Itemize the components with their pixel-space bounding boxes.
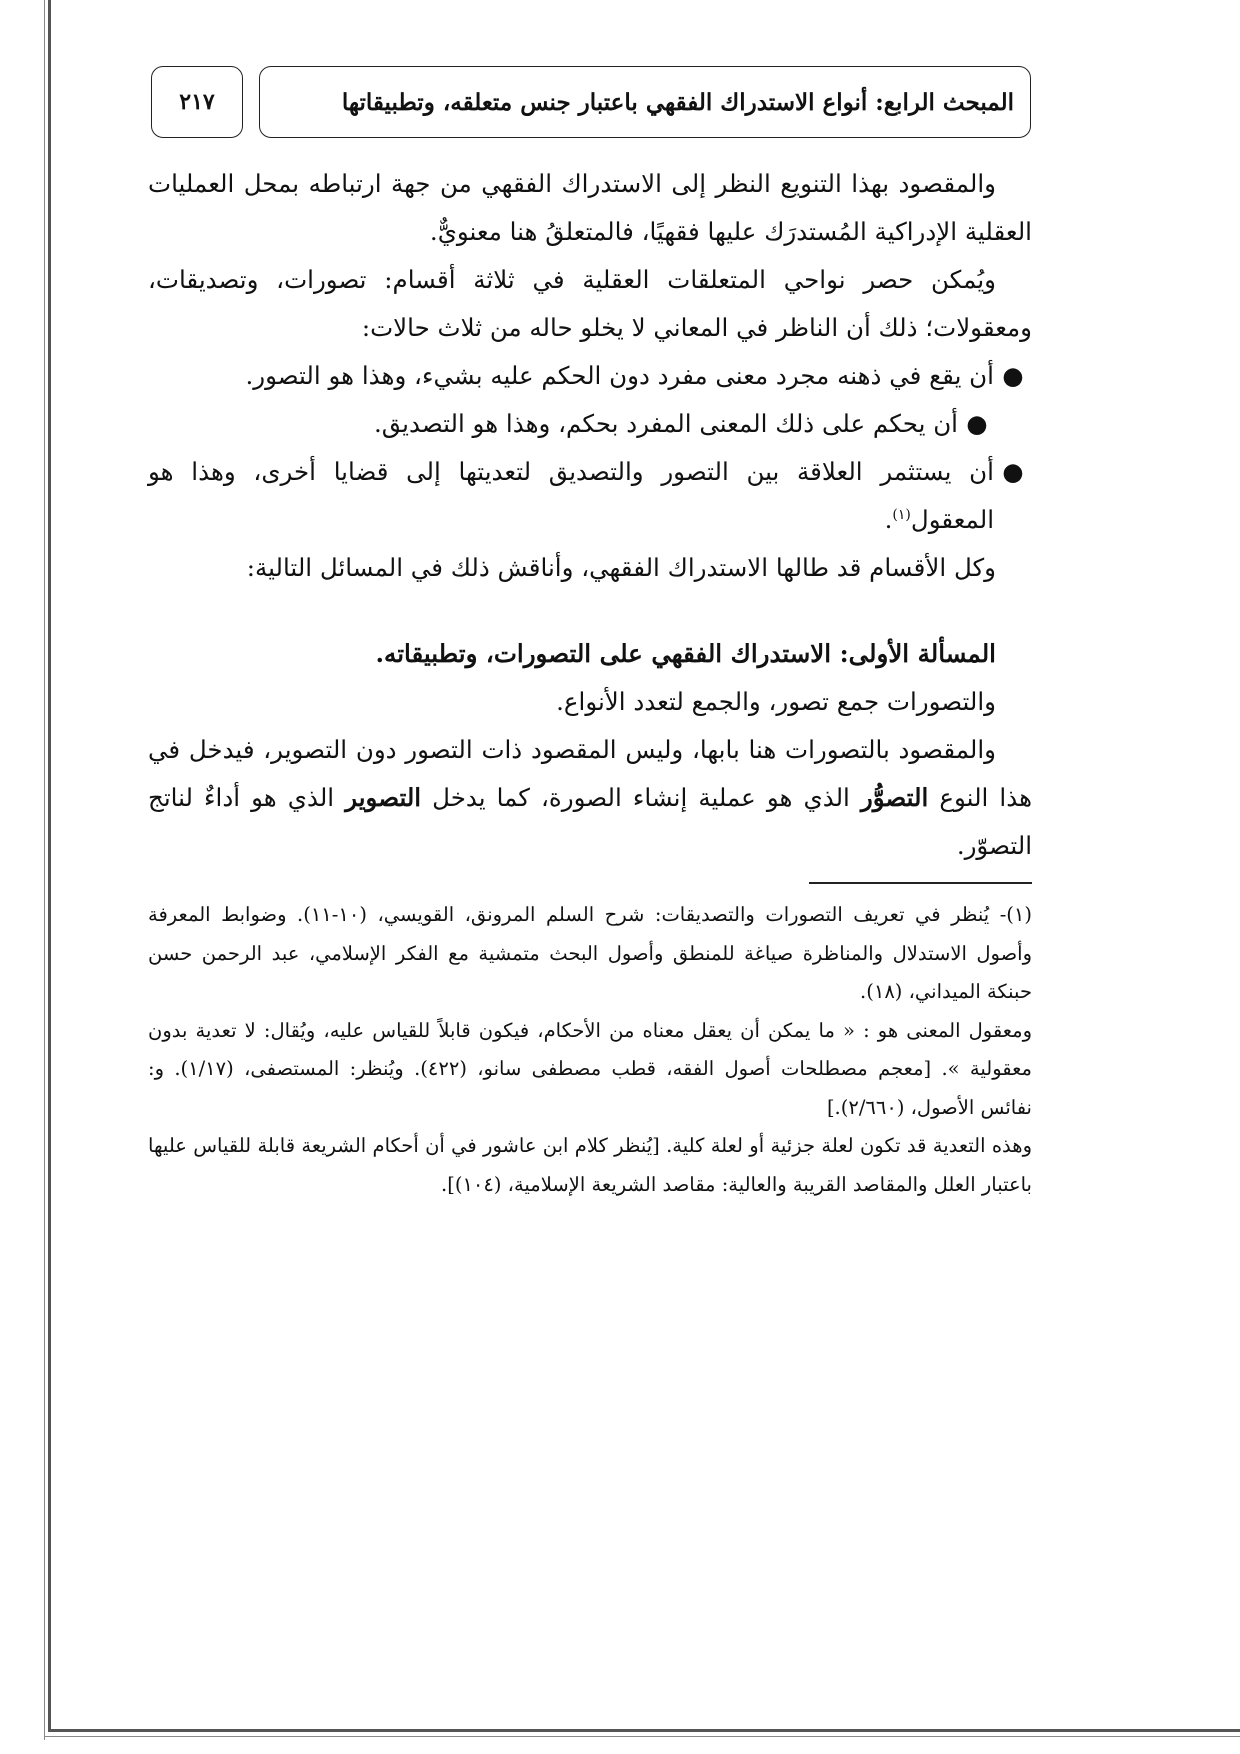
page-number-box: [151, 66, 243, 138]
section-heading: [148, 630, 1032, 678]
page-number: ٢١٧: [179, 89, 215, 115]
main-text: [148, 160, 1032, 870]
footnote-separator: [809, 882, 1032, 884]
footnote-3: وهذه التعدية قد تكون لعلة جزئية أو لعلة كلية. [يُنظر كلام ابن عاشور في أن أحكام الشريعة قابلة للقياس عليها باعتبار العلل والمقاصد القريبة والعالية: مقاصد الشريعة الإسلامية، (١٠٤)].: [148, 1134, 1032, 1196]
bullet-item-2: [148, 400, 1032, 448]
header-title-text: المبحث الرابع: أنواع الاستدراك الفقهي باعتبار جنس متعلقه، وتطبيقاتها: [341, 88, 1014, 116]
p5-text-3: الذي هو أداءٌ لناتج التصوّر.: [148, 783, 1032, 860]
footnotes: [148, 896, 1032, 1204]
bullet-mark: ●: [1002, 457, 1024, 486]
footnote-2: ومعقول المعنى هو : « ما يمكن أن يعقل معناه من الأحكام، فيكون قابلاً للقياس عليه، ويُقال: لا تعدية بدون معقولية ». [معجم مصطلحات أصول الفقه، قطب مصطفى سانو، (٤٢٢). ويُنظر: المستصفى، (١/١٧). و: نفائس الأصول، (٢/٦٦٠).]: [148, 1018, 1033, 1119]
p5-text-2: الذي هو عملية إنشاء الصورة، كما يدخل: [421, 783, 861, 812]
bullet-text-2: أن يحكم على ذلك المعنى المفرد بحكم، وهذا هو التصديق.: [373, 409, 958, 438]
bullet-3-end: .: [884, 505, 893, 534]
p5-bold-term-2: التصوير: [345, 783, 422, 812]
section-heading-label: المسألة الأولى:: [839, 639, 996, 668]
paragraph-4: والتصورات جمع تصور، والجمع لتعدد الأنواع.: [556, 687, 996, 716]
bullet-text-1: أن يقع في ذهنه مجرد معنى مفرد دون الحكم عليه بشيء، وهذا هو التصور.: [245, 361, 994, 390]
bullet-text-3: أن يستثمر العلاقة بين التصور والتصديق لتعديتها إلى قضايا أخرى، وهذا هو المعقول: [148, 457, 994, 534]
bullet-item-1: [148, 352, 1032, 400]
p5-bold-term-1: التصوُّر: [860, 783, 929, 812]
bullet-mark: ●: [966, 409, 988, 438]
p5-text-1: والمقصود بالتصورات هنا بابها، وليس المقصود ذات التصور دون التصوير، فيدخل في هذا النوع: [148, 735, 1033, 812]
paragraph-2: ويُمكن حصر نواحي المتعلقات العقلية في ثلاثة أقسام: تصورات، وتصديقات، ومعقولات؛ ذلك أن الناظر في المعاني لا يخلو حاله من ثلاث حالات:: [148, 265, 1032, 342]
footnote-1: (١)- يُنظر في تعريف التصورات والتصديقات: شرح السلم المرونق، القويسي، (١٠-١١). وضوابط المعرفة وأصول الاستدلال والمناظرة صياغة للمنطق وأصول البحث متمشية مع الفكر الإسلامي، عبد الرحمن حسن حبنكة الميداني، (١٨).: [148, 903, 1032, 1003]
section-heading-text: الاستدراك الفقهي على التصورات، وتطبيقاته.: [375, 639, 832, 668]
paragraph-3: وكل الأقسام قد طالها الاستدراك الفقهي، وأناقش ذلك في المسائل التالية:: [246, 553, 996, 582]
footnote-reference: (١): [892, 506, 911, 523]
bullet-item-3: [148, 448, 1032, 544]
running-header-title: [259, 66, 1031, 138]
paragraph-1: والمقصود بهذا التنويع النظر إلى الاستدراك الفقهي من جهة ارتباطه بمحل العمليات العقلية الإدراكية المُستدرَك عليها فقهيًا، فالمتعلقُ هنا معنويٌّ.: [148, 169, 1032, 246]
bullet-mark: ●: [1002, 361, 1024, 390]
paragraph-5: [148, 726, 1032, 870]
